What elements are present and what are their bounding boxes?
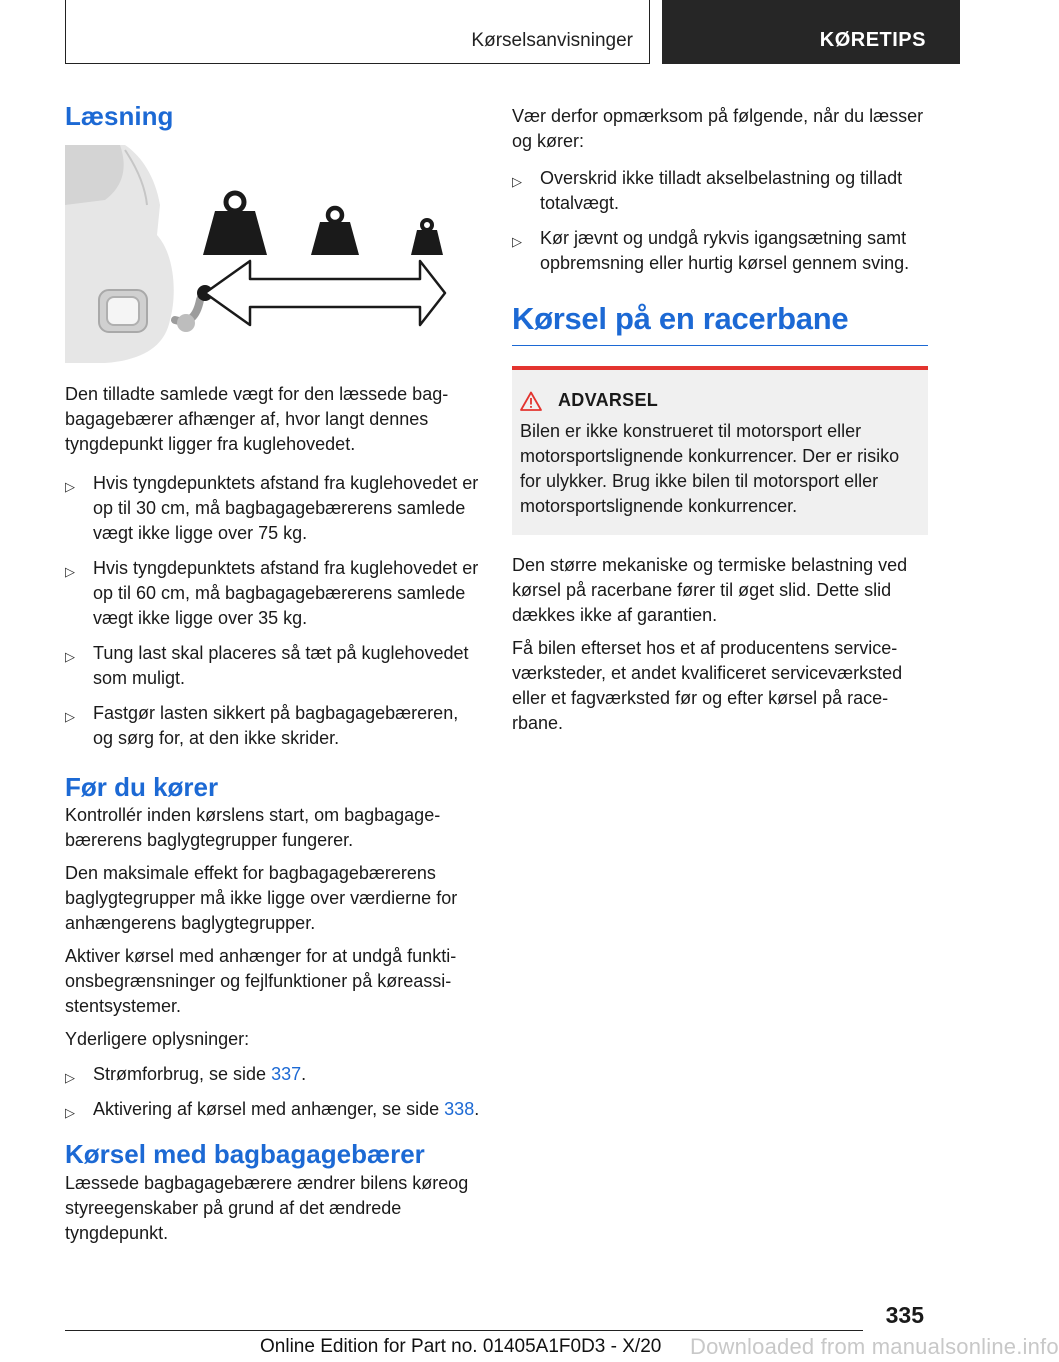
paragraph: Kontrollér inden kørslens start, om bagbagagebærerens baglygtegrupper fungerer. — [65, 805, 441, 850]
bullet-triangle-icon: ▷ — [65, 478, 75, 494]
paragraph: Den maksimale effekt for bagbagagebærerens baglygtegrupper må ikke ligge over værdierne for anhængerens baglygtegrupper. — [65, 863, 458, 933]
warning-box — [512, 366, 928, 535]
footer-divider — [65, 1330, 863, 1331]
page-link-337[interactable]: 337 — [271, 1064, 302, 1084]
heading-koersel-paa-racerbane: Kørsel på en racerbane — [512, 301, 849, 336]
bullet-triangle-icon: ▷ — [512, 174, 522, 189]
list-item: ▷ Kør jævnt og undgå rykvis igangsætning samt opbremsning eller hurtig kørsel gennem sving. — [512, 228, 910, 273]
paragraph: Den større mekaniske og termiske belastning ved kørsel på racerbane fører til øget slid. Dette slid dækkes ikke af garantien. — [512, 555, 908, 626]
bullet-triangle-icon: ▷ — [512, 234, 522, 249]
reference-list — [65, 1062, 480, 1122]
header-section-title: Kørselsanvisninger — [471, 30, 633, 51]
section-title-laesning: Læsning — [65, 101, 174, 131]
header-section-box — [65, 0, 650, 64]
watermark: Downloaded from manualsonline.info — [690, 1334, 1059, 1359]
warning-title: ADVARSEL — [558, 390, 659, 411]
section-title-foer-du-koerer: Før du kører — [65, 771, 219, 802]
bike-rack-load-illustration — [65, 145, 480, 363]
bullet-triangle-icon: ▷ — [65, 648, 75, 664]
paragraph: Få bilen efterset hos et af producentens serviceværksteder, et andet kvalificeret serviceværksted eller et fagværksted før og efter kørsel på racerbane. — [512, 638, 903, 734]
edition-footer: Online Edition for Part no. 01405A1F0D3 - X/20 — [260, 1336, 662, 1357]
laesning-bullet-list — [65, 471, 480, 751]
paragraph: Læssede bagbagagebærere ændrer bilens køreog styreegenskaber på grund af det ændrede tyngdepunkt. — [65, 1172, 469, 1243]
list-item: ▷ Fastgør lasten sikkert på bagbagagebæreren, og sørg for, at den ikke skrider. — [65, 702, 459, 748]
left-column — [65, 100, 480, 1246]
warning-triangle-icon — [520, 391, 542, 411]
page-link-338[interactable]: 338 — [444, 1099, 475, 1119]
list-item: ▷ Hvis tyngdepunktets afstand fra kuglehovedet er op til 60 cm, må bagbagagebærerens samlede vægt ikke ligge over 35 kg. — [65, 557, 479, 628]
intro-paragraph: Vær derfor opmærksom på følgende, når du læsser og kører: — [512, 106, 924, 151]
warning-header — [520, 390, 920, 411]
bullet-triangle-icon: ▷ — [65, 1070, 75, 1085]
list-item: ▷ Aktivering af kørsel med anhænger, se side 338. — [65, 1097, 480, 1122]
heading-block — [512, 300, 928, 346]
paragraph: Yderligere oplysninger: — [65, 1029, 250, 1049]
laesning-paragraph: Den tilladte samlede vægt for den læssede bagbagagebærer afhænger af, hvor langt dennes tyngdepunkt ligger fra kuglehovedet. — [65, 383, 449, 454]
bullet-triangle-icon: ▷ — [65, 1105, 75, 1120]
header-chapter-tab — [662, 0, 960, 64]
list-item: ▷ Tung last skal placeres så tæt på kuglehovedet som muligt. — [65, 642, 469, 688]
bullet-triangle-icon: ▷ — [65, 563, 75, 579]
right-column — [512, 104, 928, 744]
driving-bullet-list — [512, 166, 928, 276]
bullet-triangle-icon: ▷ — [65, 708, 75, 724]
page-number: 335 — [885, 1302, 924, 1328]
list-item: ▷ Overskrid ikke tilladt akselbelastning og tilladt totalvægt. — [512, 168, 903, 213]
section-title-koersel-med-bagbagagebaerer: Kørsel med bagbagagebærer — [65, 1139, 425, 1169]
paragraph: Aktiver kørsel med anhænger for at undgå funktionsbegrænsninger og fejlfunktioner på køreassistentsystemer. — [65, 946, 457, 1016]
list-item: ▷ Hvis tyngdepunktets afstand fra kuglehovedet er op til 30 cm, må bagbagagebærerens samlede vægt ikke ligge over 75 kg. — [65, 472, 479, 543]
header-chapter-title: KØRETIPS — [819, 29, 926, 51]
warning-text: Bilen er ikke konstrueret til motorsport eller motorsportslignende konkurrencer. Der er risiko for ulykker. Brug ikke bilen til motorsport eller motorsportslignende konkurrencer. — [520, 421, 900, 517]
list-item: ▷ Strømforbrug, se side 337. — [65, 1062, 480, 1087]
